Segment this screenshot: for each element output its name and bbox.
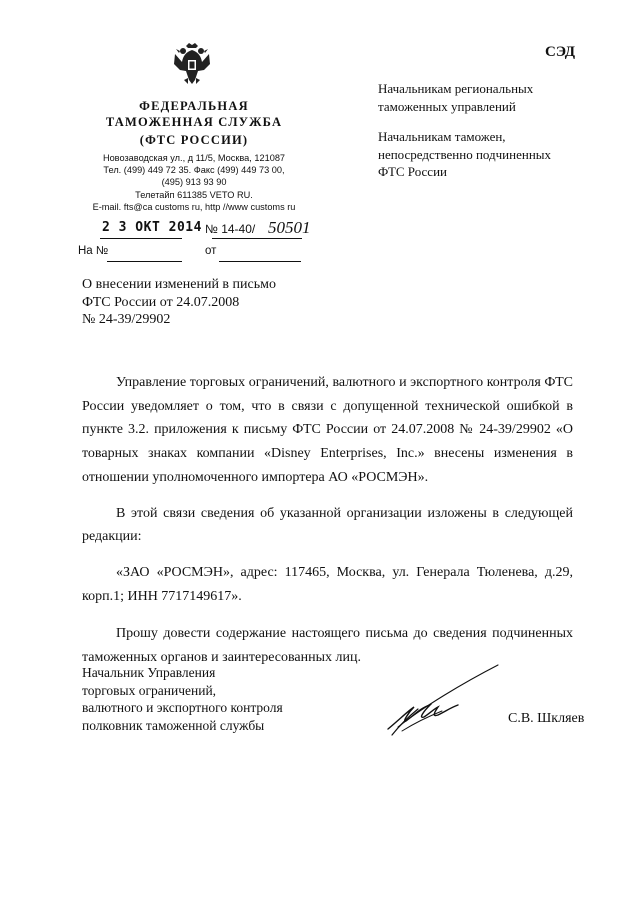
org-line-3: (ФТС РОССИИ): [139, 133, 249, 147]
double-headed-eagle-icon: [172, 40, 212, 88]
reference-number-blank: [107, 261, 182, 262]
recipient-line-5: ФТС России: [378, 164, 447, 179]
org-email-web: E-mail. fts@ca customs ru, http //www customs ru: [92, 201, 296, 212]
recipients-block: [378, 80, 618, 181]
handwritten-signature: [378, 661, 513, 739]
signer-title: [82, 664, 322, 734]
recipient-line-1: Начальникам региональных: [378, 81, 534, 96]
registration-number: № 14-40/: [205, 222, 256, 236]
body-paragraph-1: Управление торговых ограничений, валютного и экспортного контроля ФТС России уведомляет о том, что в связи с допущенной технической ошибкой в пункте 3.2. приложения к письму ФТС России от 24.07.2008 № 24-39/29902 «О товарных знаках компании «Disney Enterprises, Inc.» внесены изменения в отношении уполномоченного импортера АО «РОСМЭН».: [82, 375, 573, 485]
body-paragraph-4: Прошу довести содержание настоящего письма до сведения подчиненных таможенных органов и заинтересованных лиц.: [82, 626, 573, 666]
sed-stamp: СЭД: [545, 44, 576, 60]
registration-date: 2 3 ОКТ 2014: [102, 220, 202, 235]
signer-line-3: валютного и экспортного контроля: [82, 700, 283, 715]
recipient-line-4: непосредственно подчиненных: [378, 146, 552, 162]
org-address: Новозаводская ул., д 11/5, Москва, 121087: [102, 153, 286, 163]
number-underline: [212, 238, 302, 239]
org-name: [70, 98, 318, 148]
signer-name: С.В. Шкляев: [508, 711, 585, 726]
org-phone-2: (495) 913 93 90: [161, 177, 227, 188]
letter-subject: [82, 276, 322, 329]
signer-line-2: торговых ограничений,: [82, 682, 217, 698]
subject-line-2: ФТС России от 24.07.2008: [82, 294, 240, 310]
signer-line-4: полковник таможенной службы: [82, 717, 265, 733]
org-telex: Телетайп 611385 VETO RU.: [135, 189, 253, 200]
reference-from-label: от: [205, 245, 217, 257]
body-paragraph-2: В этой связи сведения об указанной организации изложены в следующей редакции:: [82, 505, 573, 545]
org-contacts: [70, 152, 318, 213]
subject-line-3: № 24-39/29902: [82, 312, 171, 327]
org-phone-fax: Тел. (499) 449 72 35. Факс (499) 449 73 00,: [103, 165, 285, 176]
reference-number-label: На №: [78, 245, 109, 257]
recipient-line-3: Начальникам таможен,: [378, 129, 506, 144]
registration-line: [78, 219, 318, 239]
registration-number-handwritten: 50501: [268, 218, 311, 237]
recipient-line-2: таможенных управлений: [378, 98, 516, 114]
signer-line-1: Начальник Управления: [82, 665, 216, 680]
org-line-1: ФЕДЕРАЛЬНАЯ: [139, 99, 249, 113]
subject-line-1: О внесении изменений в письмо: [82, 277, 276, 292]
org-line-2: ТАМОЖЕННАЯ СЛУЖБА: [105, 115, 283, 129]
date-underline: [100, 238, 182, 239]
letter-body: [82, 371, 573, 670]
reference-date-blank: [219, 261, 301, 262]
body-paragraph-3: «ЗАО «РОСМЭН», адрес: 117465, Москва, ул. Генерала Тюленева, д.29, корп.1; ИНН 7717149617».: [82, 564, 573, 604]
